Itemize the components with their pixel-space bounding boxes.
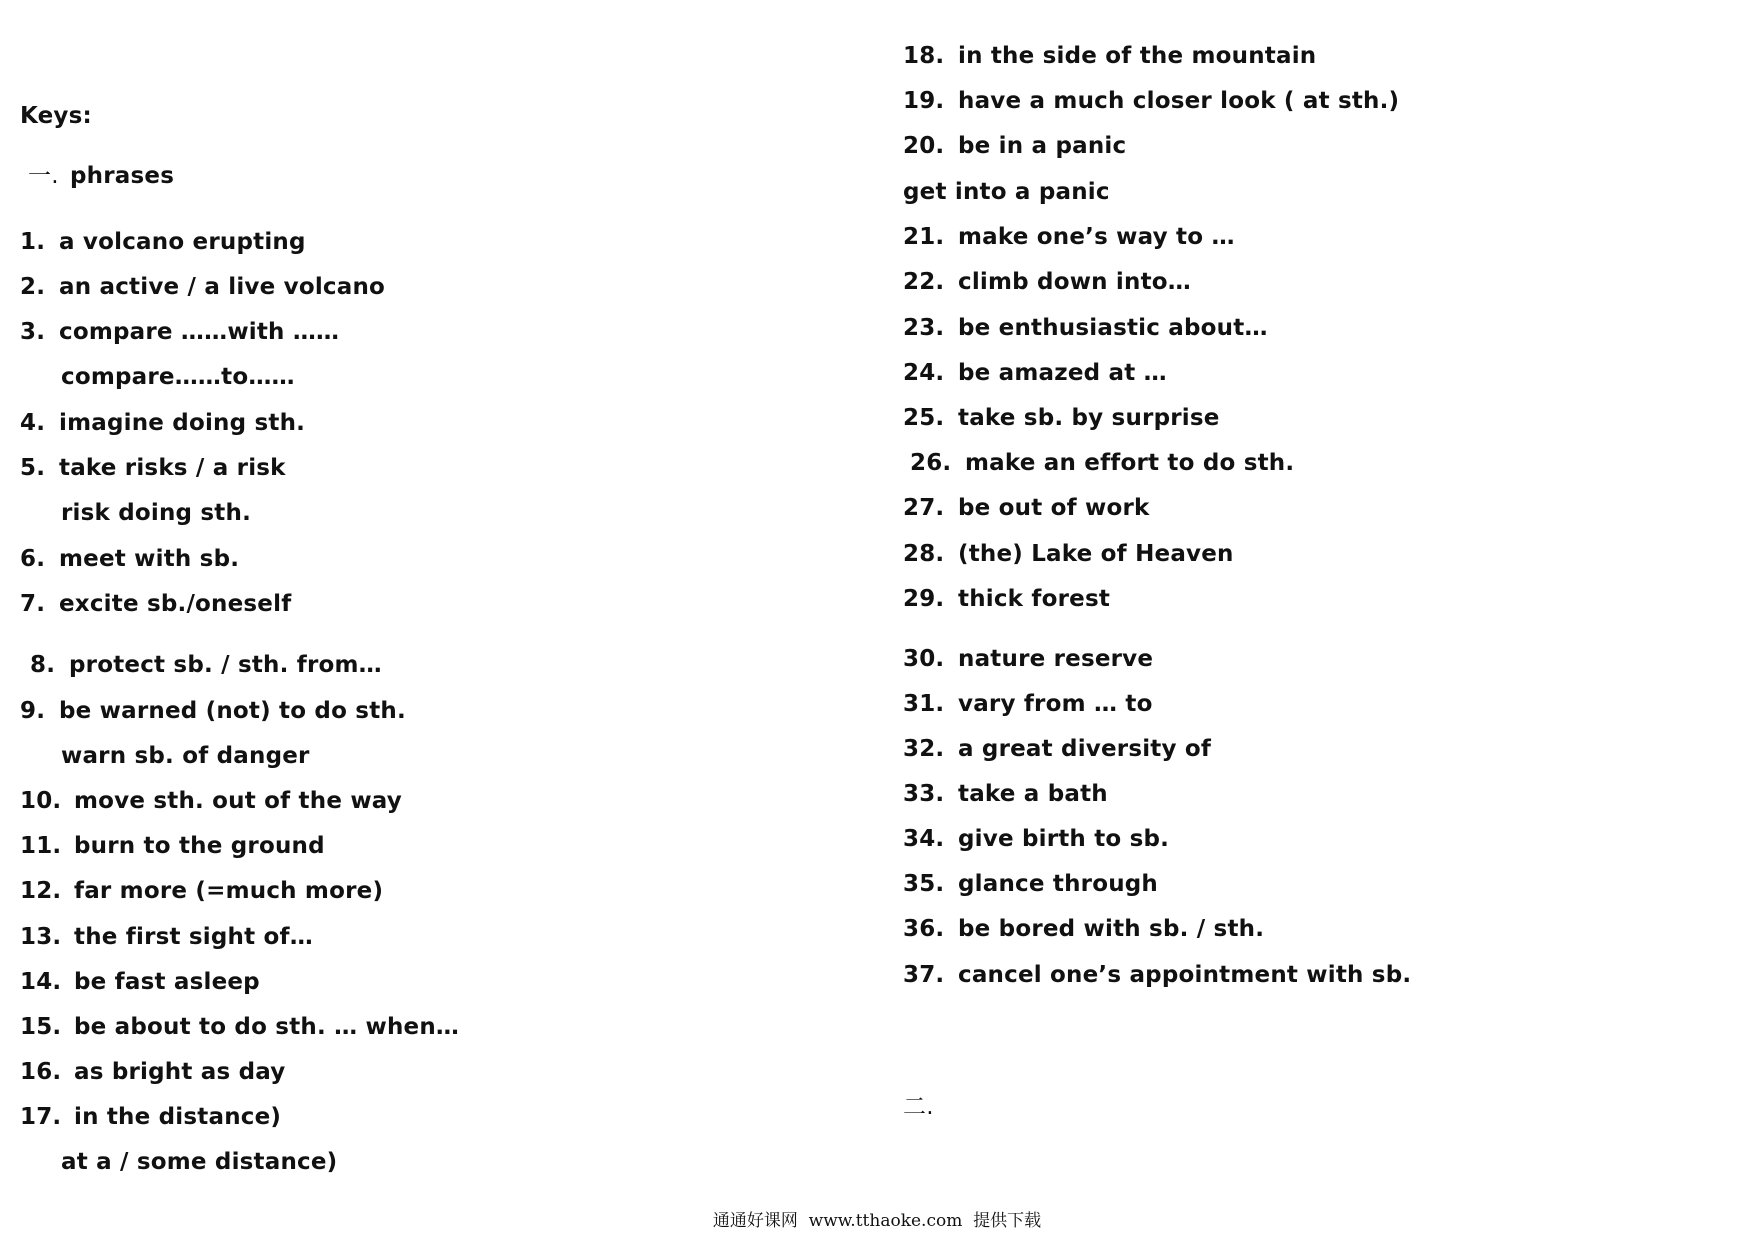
keys-heading xyxy=(20,101,92,131)
item-number: 27. xyxy=(903,495,945,521)
item-number: 32. xyxy=(903,736,945,762)
item-number: 12. xyxy=(20,878,62,904)
item-number: 5. xyxy=(20,455,46,481)
item-number: 22. xyxy=(903,269,945,295)
item-number: 2. xyxy=(20,274,46,300)
phrase-item xyxy=(20,544,239,574)
item-number: 20. xyxy=(903,133,945,159)
item-text: take sb. by surprise xyxy=(958,405,1220,431)
item-number: 4. xyxy=(20,410,46,436)
phrase-item xyxy=(903,86,1399,116)
item-number: 9. xyxy=(20,698,46,724)
section-marker: 一. xyxy=(28,163,59,189)
item-text: at a / some distance) xyxy=(61,1149,338,1175)
item-text: protect sb. / sth. from… xyxy=(69,652,382,678)
item-text: take a bath xyxy=(958,781,1108,807)
keys-label: Keys: xyxy=(20,103,92,129)
phrase-item-continuation xyxy=(61,741,310,771)
item-number: 24. xyxy=(903,360,945,386)
item-text: be in a panic xyxy=(958,133,1127,159)
item-number: 6. xyxy=(20,546,46,572)
phrase-item xyxy=(903,313,1268,343)
phrase-item xyxy=(20,876,383,906)
item-text: in the distance) xyxy=(74,1104,282,1130)
phrase-item xyxy=(903,131,1126,161)
phrase-item xyxy=(903,267,1191,297)
phrase-item-continuation xyxy=(61,1147,337,1177)
section-two-heading xyxy=(903,1092,934,1122)
item-number: 35. xyxy=(903,871,945,897)
item-text: vary from … to xyxy=(958,691,1153,717)
item-text: a great diversity of xyxy=(958,736,1212,762)
item-number: 23. xyxy=(903,315,945,341)
item-number: 30. xyxy=(903,646,945,672)
footer-credit: 通通好课网 www.tthaoke.com 提供下载 xyxy=(712,1211,1042,1231)
item-number: 1. xyxy=(20,229,46,255)
phrase-item xyxy=(903,539,1234,569)
item-text: have a much closer look ( at sth.) xyxy=(958,88,1400,114)
phrase-item xyxy=(20,922,313,952)
phrase-item xyxy=(903,222,1235,252)
phrase-item xyxy=(903,960,1411,990)
item-text: a volcano erupting xyxy=(59,229,306,255)
phrase-item xyxy=(903,403,1220,433)
item-text: be enthusiastic about… xyxy=(958,315,1268,341)
item-number: 18. xyxy=(903,43,945,69)
item-number: 17. xyxy=(20,1104,62,1130)
section-heading xyxy=(28,161,174,191)
item-number: 21. xyxy=(903,224,945,250)
item-text: be out of work xyxy=(958,495,1150,521)
item-text: compare ……with …… xyxy=(59,319,340,345)
phrase-item xyxy=(903,824,1169,854)
section-title: phrases xyxy=(70,163,175,189)
phrase-item xyxy=(903,644,1153,674)
phrase-item-continuation xyxy=(61,362,295,392)
item-number: 31. xyxy=(903,691,945,717)
item-text: imagine doing sth. xyxy=(59,410,306,436)
item-text: get into a panic xyxy=(903,179,1110,205)
item-text: excite sb./oneself xyxy=(59,591,292,617)
item-text: compare……to…… xyxy=(61,364,295,390)
item-text: make one’s way to … xyxy=(958,224,1235,250)
phrase-item xyxy=(20,1012,459,1042)
item-number: 13. xyxy=(20,924,62,950)
item-text: take risks / a risk xyxy=(59,455,286,481)
item-text: be bored with sb. / sth. xyxy=(958,916,1265,942)
phrase-item xyxy=(20,1102,281,1132)
phrase-item xyxy=(20,1057,285,1087)
item-text: cancel one’s appointment with sb. xyxy=(958,962,1412,988)
item-number: 10. xyxy=(20,788,62,814)
item-text: warn sb. of danger xyxy=(61,743,310,769)
phrase-item xyxy=(910,448,1294,478)
item-number: 28. xyxy=(903,541,945,567)
item-text: nature reserve xyxy=(958,646,1154,672)
phrase-item xyxy=(20,227,306,257)
item-text: make an effort to do sth. xyxy=(965,450,1295,476)
phrase-item xyxy=(903,734,1211,764)
section-two-marker: 二. xyxy=(903,1094,934,1120)
item-text: (the) Lake of Heaven xyxy=(958,541,1234,567)
phrase-item xyxy=(20,453,286,483)
phrase-item xyxy=(20,408,305,438)
item-text: risk doing sth. xyxy=(61,500,252,526)
phrase-item xyxy=(20,967,260,997)
item-number: 14. xyxy=(20,969,62,995)
phrase-item xyxy=(20,272,385,302)
phrase-item xyxy=(903,779,1108,809)
item-text: give birth to sb. xyxy=(958,826,1170,852)
phrase-item xyxy=(903,869,1158,899)
item-number: 33. xyxy=(903,781,945,807)
item-number: 16. xyxy=(20,1059,62,1085)
item-text: glance through xyxy=(958,871,1159,897)
phrase-item xyxy=(20,696,406,726)
item-number: 37. xyxy=(903,962,945,988)
item-text: an active / a live volcano xyxy=(59,274,386,300)
item-number: 19. xyxy=(903,88,945,114)
item-text: in the side of the mountain xyxy=(958,43,1317,69)
item-number: 8. xyxy=(30,652,56,678)
item-text: meet with sb. xyxy=(59,546,240,572)
item-text: far more (=much more) xyxy=(74,878,384,904)
phrase-item xyxy=(903,41,1316,71)
phrase-item xyxy=(20,786,402,816)
phrase-item xyxy=(903,689,1153,719)
item-text: be fast asleep xyxy=(74,969,260,995)
item-number: 3. xyxy=(20,319,46,345)
item-number: 11. xyxy=(20,833,62,859)
item-number: 15. xyxy=(20,1014,62,1040)
item-number: 26. xyxy=(910,450,952,476)
item-number: 29. xyxy=(903,586,945,612)
item-text: thick forest xyxy=(958,586,1111,612)
phrase-item xyxy=(20,317,339,347)
item-text: the first sight of… xyxy=(74,924,313,950)
item-text: burn to the ground xyxy=(74,833,325,859)
phrase-item xyxy=(903,493,1150,523)
phrase-item xyxy=(903,584,1110,614)
item-number: 7. xyxy=(20,591,46,617)
item-text: climb down into… xyxy=(958,269,1191,295)
phrase-item xyxy=(903,358,1167,388)
item-text: be amazed at … xyxy=(958,360,1167,386)
item-text: move sth. out of the way xyxy=(74,788,402,814)
phrase-item-continuation xyxy=(61,498,251,528)
item-number: 25. xyxy=(903,405,945,431)
item-text: be about to do sth. … when… xyxy=(74,1014,460,1040)
phrase-item xyxy=(30,650,382,680)
phrase-item xyxy=(20,831,325,861)
phrase-item xyxy=(20,589,291,619)
phrase-item xyxy=(903,914,1264,944)
item-text: as bright as day xyxy=(74,1059,286,1085)
item-number: 36. xyxy=(903,916,945,942)
phrase-item-continuation xyxy=(903,177,1110,207)
item-number: 34. xyxy=(903,826,945,852)
item-text: be warned (not) to do sth. xyxy=(59,698,406,724)
